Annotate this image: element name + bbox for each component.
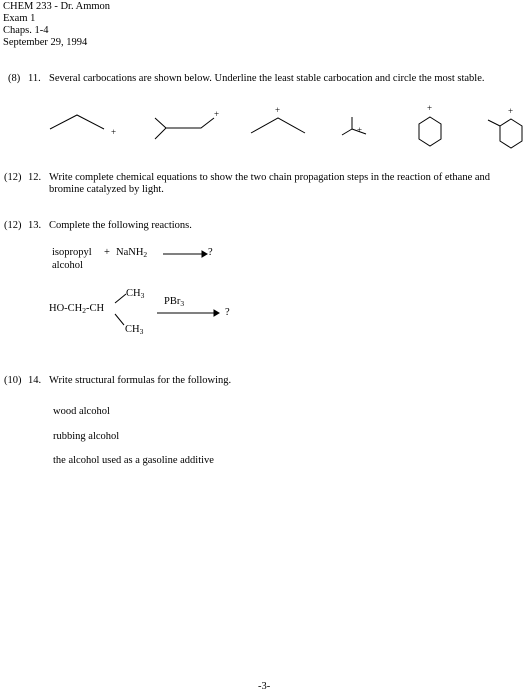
r1-reactant-line2: alcohol [52, 260, 83, 271]
exam-date: September 29, 1994 [3, 37, 88, 48]
q12-number: 12. [28, 172, 42, 183]
r1-reagent: NaNH$_2$ [116, 247, 148, 259]
carbocation-4-charge: + [357, 125, 363, 135]
q14-item-gasoline-additive: the alcohol used as a gasoline additive [53, 455, 214, 466]
q14-text: Write structural formulas for the following. [49, 375, 232, 386]
carbocation-1-charge: + [111, 127, 117, 137]
carbocation-2-charge: + [214, 109, 220, 119]
exam-label: Exam 1 [3, 13, 36, 24]
q11-points: (8) [8, 73, 21, 84]
page-number: -3- [258, 681, 271, 692]
r1-plus: + [104, 247, 110, 258]
r2-product: ? [225, 307, 230, 318]
q13-text: Complete the following reactions. [49, 220, 192, 231]
q11-number: 11. [28, 73, 41, 84]
q14-item-wood-alcohol: wood alcohol [53, 406, 110, 417]
q14-points: (10) [4, 375, 22, 386]
r2-arrow [157, 310, 219, 316]
r1-reactant-line1: isopropyl [52, 247, 92, 258]
r1-product: ? [208, 247, 213, 258]
course-title: CHEM 233 - Dr. Ammon [3, 1, 111, 12]
q12-points: (12) [4, 172, 22, 183]
q11-text: Several carbocations are shown below. Underline the least stable carbocation and circle the most stable. [49, 73, 485, 84]
r2-ch3-top: $CH_3$ [126, 288, 145, 300]
r1-arrow [163, 251, 207, 257]
carbocation-6-charge: + [508, 106, 514, 116]
q13-number: 13. [28, 220, 42, 231]
carbocation-3-charge: + [275, 105, 281, 115]
r2-reagent: PBr$_3$ [164, 296, 185, 308]
r2-ch3-bottom: $CH_3$ [125, 324, 144, 336]
q13-points: (12) [4, 220, 22, 231]
carbocation-5-charge: + [427, 103, 433, 113]
q12-text: Write complete chemical equations to show the two chain propagation steps in the reaction of ethane and bromine catalyzed by light. [49, 172, 491, 195]
q14-item-rubbing-alcohol: rubbing alcohol [53, 431, 120, 442]
chapters-label: Chaps. 1-4 [3, 25, 49, 36]
r2-bonds [115, 294, 126, 325]
q14-number: 14. [28, 375, 42, 386]
r2-chain: $HO-CH_2-CH$ [49, 303, 105, 315]
